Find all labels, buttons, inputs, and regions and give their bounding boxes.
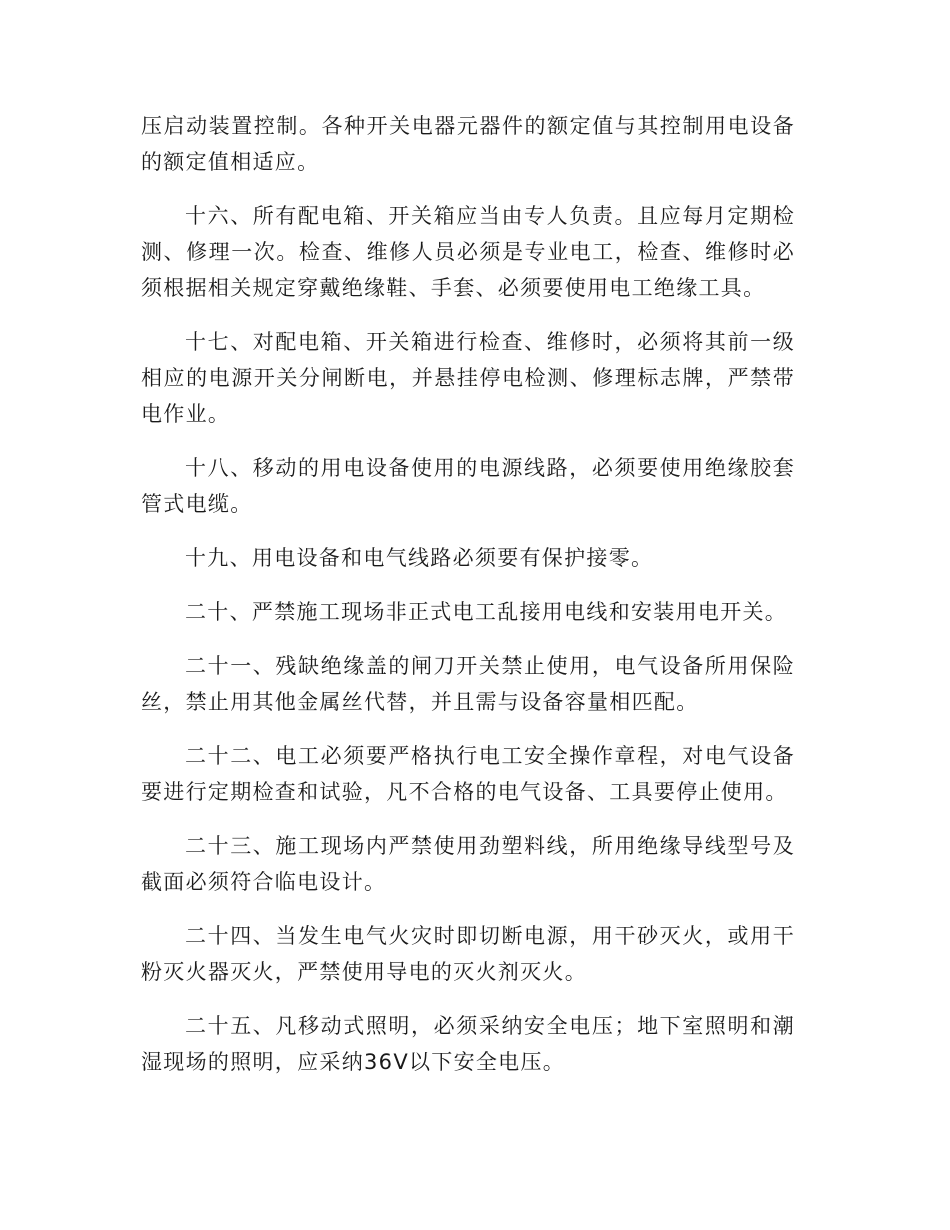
document-body: [141, 108, 795, 1098]
paragraph-continuation: 压启动装置控制。各种开关电器元器件的额定值与其控制用电设备的额定值相适应。: [141, 114, 795, 174]
paragraph-17: 十七、对配电箱、开关箱进行检查、维修时，必须将其前一级相应的电源开关分闸断电，并悬挂停电检测、修理标志牌，严禁带电作业。: [141, 330, 795, 426]
paragraph-25: 二十五、凡移动式照明，必须采纳安全电压；地下室照明和潮湿现场的照明，应采纳36V以下安全电压。: [141, 1014, 795, 1074]
paragraph-19: 十九、用电设备和电气线路必须要有保护接零。: [185, 546, 654, 570]
paragraph-16: 十六、所有配电箱、开关箱应当由专人负责。且应每月定期检测、修理一次。检查、维修人员必须是专业电工，检查、维修时必须根据相关规定穿戴绝缘鞋、手套、必须要使用电工绝缘工具。: [141, 204, 795, 300]
paragraph-21: 二十一、残缺绝缘盖的闸刀开关禁止使用，电气设备所用保险丝，禁止用其他金属丝代替，并且需与设备容量相匹配。: [141, 654, 795, 714]
paragraph-22: 二十二、电工必须要严格执行电工安全操作章程，对电气设备要进行定期检查和试验，凡不合格的电气设备、工具要停止使用。: [141, 744, 795, 804]
paragraph-24: 二十四、当发生电气火灾时即切断电源，用干砂灭火，或用干粉灭火器灭火，严禁使用导电的灭火剂灭火。: [141, 924, 795, 984]
paragraph-20: 二十、严禁施工现场非正式电工乱接用电线和安装用电开关。: [185, 600, 788, 624]
paragraph-23: 二十三、施工现场内严禁使用劲塑料线，所用绝缘导线型号及截面必须符合临电设计。: [141, 834, 795, 894]
paragraph-18: 十八、移动的用电设备使用的电源线路，必须要使用绝缘胶套管式电缆。: [141, 456, 795, 516]
